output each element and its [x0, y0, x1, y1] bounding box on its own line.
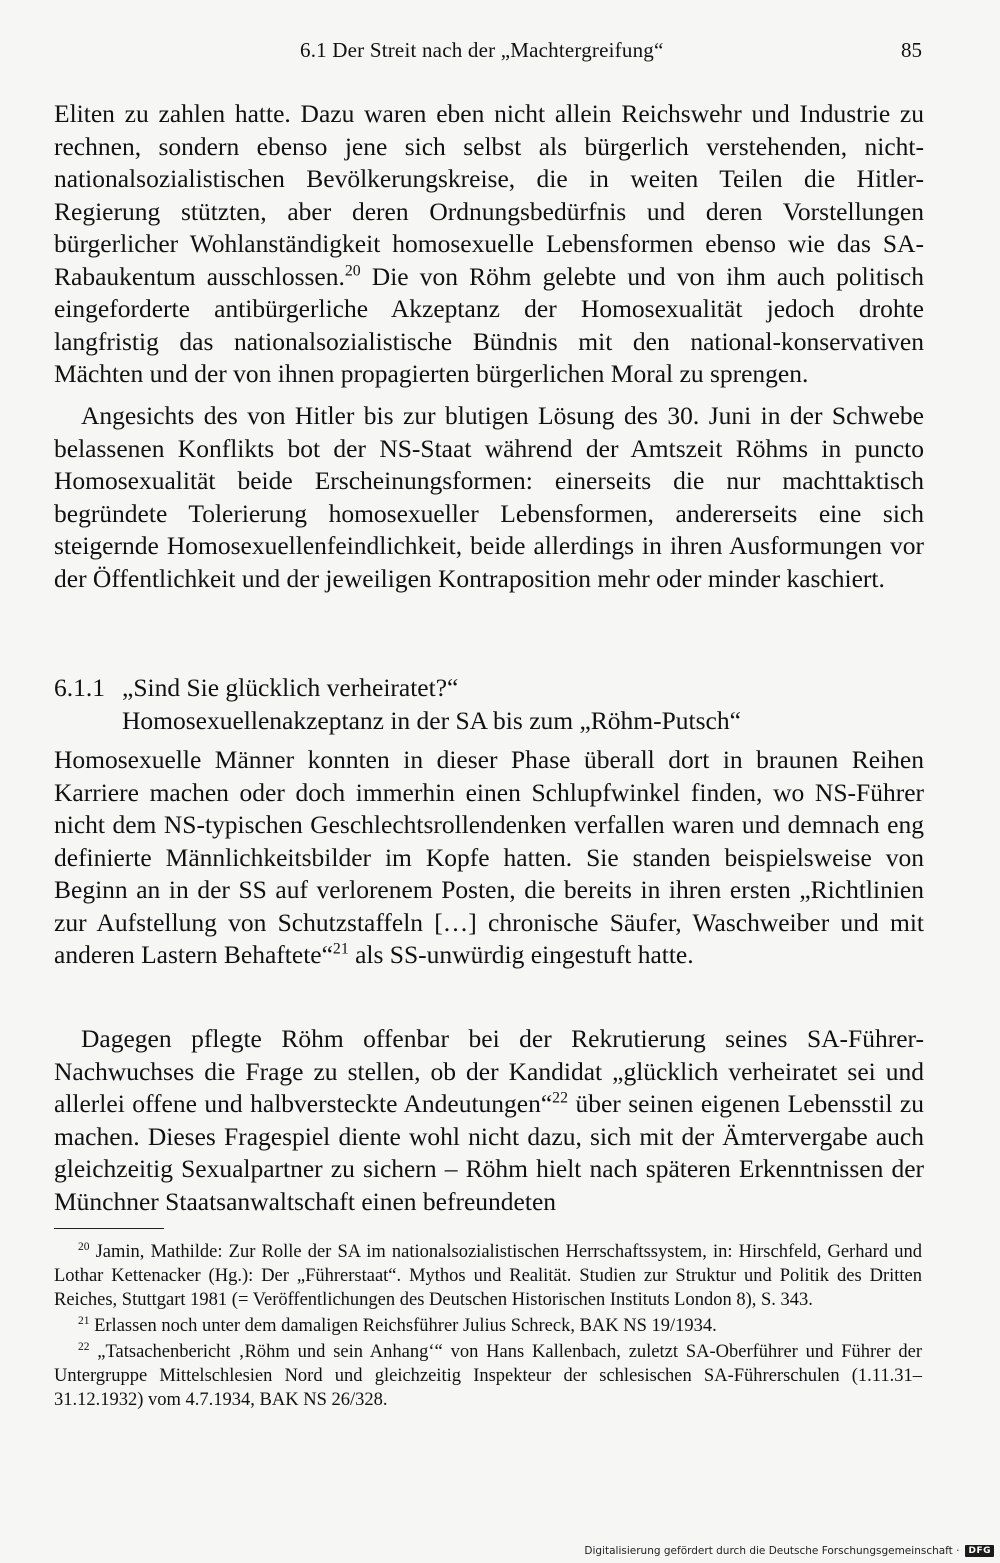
paragraph-3-tail: als SS-unwürdig eingestuft hatte.	[348, 940, 694, 969]
footnote-divider	[54, 1228, 164, 1229]
section-number: 6.1.1	[54, 673, 105, 702]
paragraph-2	[54, 400, 924, 595]
footnote-21	[54, 1314, 922, 1338]
running-head-title: 6.1 Der Streit nach der „Machtergreifung“	[300, 38, 664, 62]
paragraph-2-text: Angesichts des von Hitler bis zur blutigen Lösung des 30. Juni in der Schwebe belassenen Konflikts bot der NS-Staat während der Amtszeit Röhms in puncto Homosexualität beide Erscheinungsformen: einerseits die nur machttaktisch begründete Tolerierung homosexueller Lebensformen, andererseits eine sich steigernde Homosexuellenfeindlichkeit, beide allerdings in ihren Ausformungen vor der Öffentlichkeit und der jeweiligen Kontraposition mehr oder minder kaschiert.	[54, 401, 924, 593]
paragraph-1-tail: Die von Röhm gelebte und von ihm auch politisch eingeforderte antibürgerliche Akzeptanz der Homosexualität jedoch drohte langfristig das nationalsozialistische Bündnis mit den national-konservativen Mächten und der von ihnen propagierten bürgerlichen Moral zu sprengen.	[54, 261, 924, 388]
footnotes	[54, 1240, 922, 1414]
paragraph-4-tail: über seinen eigenen Lebensstil zu machen. Dieses Fragespiel diente wohl nicht dazu, sich mit der Ämtervergabe auch gleichzeitig Sexualpartner zu sichern – Röhm hielt nach späteren Erkenntnissen der Münchner Staatsanwaltschaft einen befreundeten	[54, 1089, 924, 1216]
page-number: 85	[901, 38, 922, 62]
footnote-number: 21	[78, 1314, 90, 1327]
footnote-text: Jamin, Mathilde: Zur Rolle der SA im nationalsozialistischen Herrschaftssystem, in: Hirschfeld, Gerhard und Lothar Kettenacker (Hg.): Der „Führerstaat“. Mythos und Realität. Studien zur Struktur und Politik des Dritten Reiches, Stuttgart 1981 (= Veröffentlichungen des Deutschen Historischen Instituts London 8), S. 343.	[54, 1242, 922, 1310]
footnote-22	[54, 1340, 922, 1412]
footnote-number: 22	[78, 1340, 90, 1353]
paragraph-4	[54, 1023, 924, 1218]
footnote-text: Erlassen noch unter dem damaligen Reichsführer Julius Schreck, BAK NS 19/1934.	[89, 1316, 717, 1336]
footnote-ref-21[interactable]: 21	[332, 940, 349, 958]
section-title-line-1: „Sind Sie glücklich verheiratet?“	[122, 673, 459, 702]
footnote-ref-22[interactable]: 22	[552, 1089, 568, 1107]
footnote-text: „Tatsachenbericht ‚Röhm und sein Anhang‘“ von Hans Kallenbach, zuletzt SA-Oberführer und Führer der Untergruppe Mittelschlesien Nord und gleichzeitig Inspekteur der schlesischen SA-Führerschulen (1.11.31–31.12.1932) vom 4.7.1934, BAK NS 26/328.	[54, 1342, 922, 1410]
paragraph-1-text: Eliten zu zahlen hatte. Dazu waren eben nicht allein Reichswehr und Industrie zu rechnen, sondern ebenso jene sich selbst als bürgerlich verstehenden, nichtnationalsozialistischen Bevölkerungskreise, die in weiten Teilen die Hitler-Regierung stützten, aber deren Ordnungsbedürfnis und deren Vorstellungen bürgerlicher Wohlanständigkeit homosexuelle Lebensformen ebenso wie das SA-Rabaukentum ausschlossen.	[54, 99, 924, 291]
dfg-logo: DFG	[965, 1545, 994, 1557]
section-heading	[54, 672, 934, 737]
funding-note: Digitalisierung gefördert durch die Deutsche Forschungsgemeinschaft ·	[584, 1545, 960, 1557]
paragraph-4-text: Dagegen pflegte Röhm offenbar bei der Rekrutierung seines SA-Führer-Nachwuchses die Frage zu stellen, ob der Kandidat „glücklich verheiratet sei und allerlei offene und halbversteckte Andeutungen“	[54, 1024, 924, 1118]
funding-footer	[584, 1545, 994, 1557]
footnote-number: 20	[78, 1240, 90, 1253]
footnote-20	[54, 1240, 922, 1312]
section-title-line-2: Homosexuellenakzeptanz in der SA bis zum „Röhm-Putsch“	[122, 705, 741, 735]
paragraph-1	[54, 98, 924, 391]
footnote-ref-20[interactable]: 20	[344, 262, 361, 279]
paragraph-3	[54, 744, 924, 972]
paragraph-3-text: Homosexuelle Männer konnten in dieser Phase überall dort in braunen Reihen Karriere machen oder doch immerhin einen Schlupfwinkel finden, wo NS-Führer nicht dem NS-typischen Geschlechtsrollendenken verfallen waren und demnach eng definierte Männlichkeitsbilder im Kopfe hatten. Sie standen beispielsweise von Beginn an in der SS auf verlorenem Posten, die bereits in ihren ersten „Richtlinien zur Aufstellung von Schutzstaffeln […] chronische Säufer, Waschweiber und mit anderen Lastern Behaftete“	[54, 745, 924, 969]
